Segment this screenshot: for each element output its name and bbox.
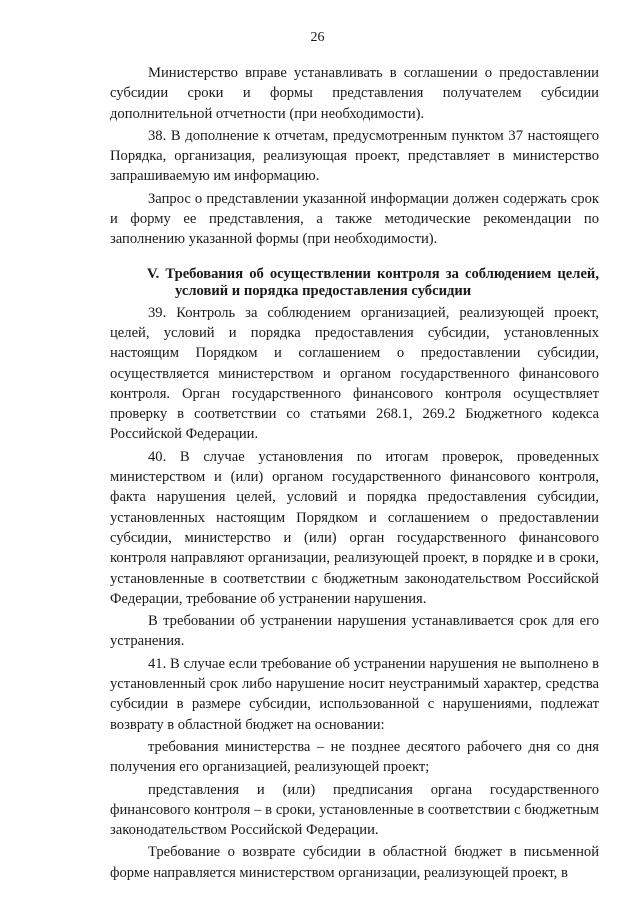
paragraph: Запрос о представлении указанной информации должен содержать срок и форму ее представления, а также методические рекомендации по заполнению указанной формы (при необходимости). (110, 190, 599, 248)
section-heading: V. Требования об осуществлении контроля за соблюдением целей, условий и порядка предоставления субсидии (147, 265, 599, 299)
page-number: 26 (310, 30, 325, 45)
paragraph: Министерство вправе устанавливать в соглашении о предоставлении субсидии сроки и формы представления получателем субсидии дополнительной отчетности (при необходимости). (110, 65, 599, 122)
paragraph-40: 40. В случае установления по итогам проверок, проведенных министерством и (или) органом государственного финансового контроля, факта нарушения целей, условий и порядка предоставления субсидии, установленных настоящим Порядком и соглашением о предоставлении субсидии, министерство и (или) орган государственного финансового контроля направляют организации, реализующей проект, в порядке и в сроки, установленные в соответствии с бюджетным законодательством Российской Федерации, требование об устранении нарушения. (110, 448, 599, 607)
list-item: представления и (или) предписания органа государственного финансового контроля – в сроки, установленные в соответствии с бюджетным законодательством Российской Федерации. (110, 781, 599, 839)
paragraph-38: 38. В дополнение к отчетам, предусмотренным пунктом 37 настоящего Порядка, организация, реализующая проект, представляет в министерство запрашиваемую им информацию. (110, 127, 599, 185)
paragraph: Требование о возврате субсидии в областной бюджет в письменной форме направляется министерством организации, реализующей проект, в (110, 844, 599, 881)
paragraph-41: 41. В случае если требование об устранении нарушения не выполнено в установленный срок либо нарушение носит неустранимый характер, средства субсидии в размере субсидии, использованной с нарушениями, подлежат возврату в областной бюджет на основании: (110, 655, 599, 733)
list-item: требования министерства – не позднее десятого рабочего дня со дня получения его организацией, реализующей проект; (110, 738, 599, 776)
paragraph-39: 39. Контроль за соблюдением организацией, реализующей проект, целей, условий и порядка предоставления субсидии, установленных настоящим Порядком и соглашением о предоставлении субсидии, осуществляется министерством и органом государственного финансового контроля. Орган государственного финансового контроля осуществляет проверку в соответствии со статьями 268.1, 269.2 Бюджетного кодекса Российской Федерации. (110, 304, 599, 443)
document-body (110, 63, 599, 883)
paragraph: В требовании об устранении нарушения устанавливается срок для его устранения. (110, 613, 599, 650)
